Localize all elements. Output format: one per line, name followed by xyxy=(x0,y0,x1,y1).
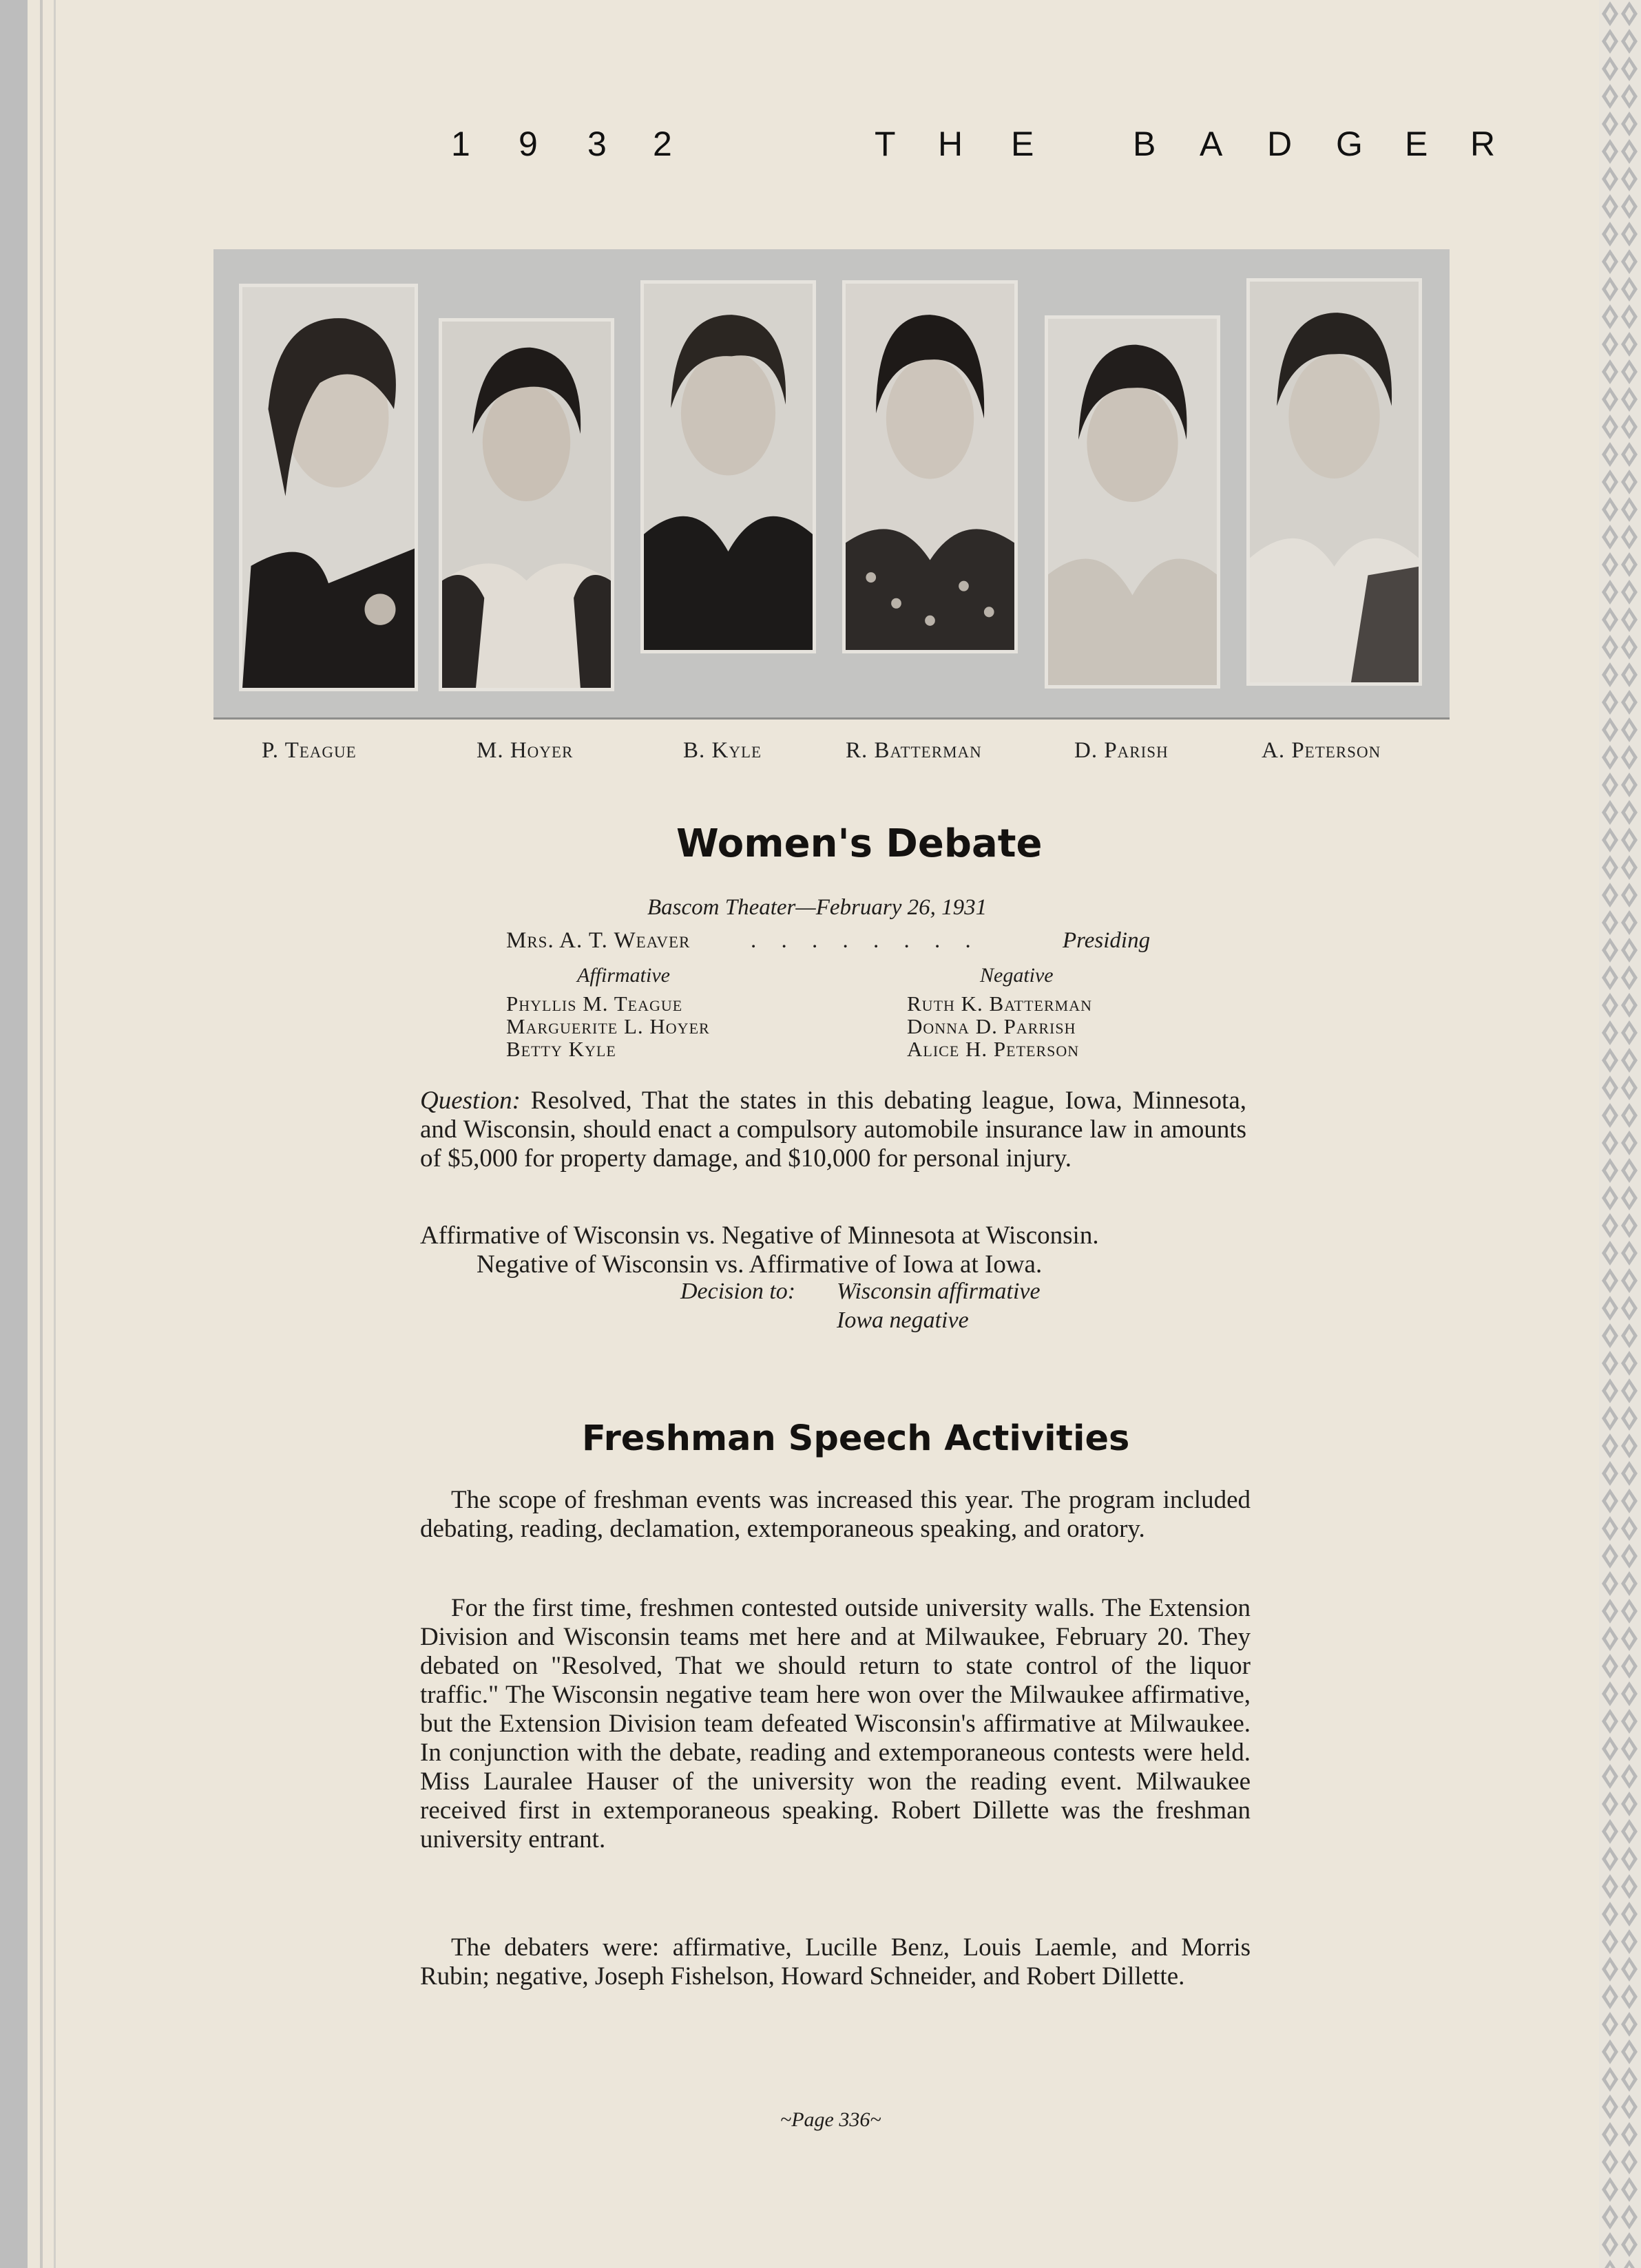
header-title-letter: D xyxy=(1267,125,1293,163)
header-year-digit: 3 xyxy=(587,125,607,163)
portrait-caption: R. Batterman xyxy=(846,738,982,763)
decision-result: Wisconsin affirmative xyxy=(837,1279,1041,1304)
header-year-digit: 9 xyxy=(519,125,538,163)
header-title-letter: R xyxy=(1470,125,1496,163)
question-label: Question: xyxy=(420,1086,521,1115)
header-year-digit: 1 xyxy=(451,125,470,163)
margin-rule xyxy=(54,0,56,2268)
portrait-caption: P. Teague xyxy=(262,738,357,763)
negative-member: Ruth K. Batterman xyxy=(907,991,1092,1016)
negative-member: Donna D. Parrish xyxy=(907,1014,1076,1038)
page-number: ~Page 336~ xyxy=(780,2108,881,2131)
question-text: Resolved, That the states in this debating league, Iowa, Minnesota, and Wisconsin, should enact a compulsory automobile insurance law in amounts of $5,000 for property damage, and $10,000 for personal injury. xyxy=(420,1086,1247,1173)
womens-debate-title: Women's Debate xyxy=(676,821,1043,866)
freshman-paragraph: For the first time, freshmen contested outside university walls. The Extension Division and Wisconsin teams met here and at Milwaukee, February 20. They debated on "Resolved, That we should return to state control of the liquor traffic." The Wisconsin negative team here won over the Milwaukee affirmative, but the Extension Division team defeated Wisconsin's affirmative at Milwaukee. In conjunction with the debate, reading and extemporaneous contests were held. Miss Lauralee Hauser of the university won the reading event. Milwaukee received first in extemporaneous speaking. Robert Dillette was the freshman university entrant. xyxy=(420,1594,1251,1854)
freshman-paragraph: The debaters were: affirmative, Lucille Benz, Louis Laemle, and Morris Rubin; negative, Joseph Fishelson, Howard Schneider, and Robert Dillette. xyxy=(420,1933,1251,1991)
header-title-letter: E xyxy=(1011,125,1034,163)
decision-label: Decision to: xyxy=(680,1279,796,1304)
margin-rule xyxy=(40,0,43,2268)
decision-result: Iowa negative xyxy=(837,1308,969,1333)
header-title-letter: T xyxy=(875,125,896,163)
debate-chair-dots: . . . . . . . . xyxy=(751,928,981,953)
freshman-title: Freshman Speech Activities xyxy=(582,1418,1130,1459)
debate-match: Negative of Wisconsin vs. Affirmative of Iowa at Iowa. xyxy=(477,1250,1043,1279)
header-year-digit: 2 xyxy=(653,125,672,163)
debate-question xyxy=(420,1086,1246,1173)
decorative-border xyxy=(1599,0,1641,2268)
page-header xyxy=(441,124,1529,172)
portrait-photo xyxy=(439,318,614,691)
affirmative-member: Marguerite L. Hoyer xyxy=(506,1014,710,1038)
portrait-caption: D. Parish xyxy=(1074,738,1169,763)
portrait-panel xyxy=(213,249,1450,720)
header-title-letter: E xyxy=(1405,125,1428,163)
freshman-paragraph: The scope of freshman events was increased this year. The program included debating, reading, declamation, extemporaneous speaking, and oratory. xyxy=(420,1486,1251,1543)
debate-match: Affirmative of Wisconsin vs. Negative of Minnesota at Wisconsin. xyxy=(420,1221,1099,1250)
negative-label: Negative xyxy=(980,964,1054,987)
affirmative-member: Betty Kyle xyxy=(506,1037,616,1061)
negative-member: Alice H. Peterson xyxy=(907,1037,1080,1061)
header-title-letter: B xyxy=(1133,125,1156,163)
header-title-letter: H xyxy=(938,125,963,163)
debate-chair: Mrs. A. T. Weaver xyxy=(506,928,691,953)
binding-strip xyxy=(0,0,28,2268)
debate-chair-role: Presiding xyxy=(1063,928,1151,953)
portrait-photo xyxy=(239,284,418,691)
portrait-photo xyxy=(1246,278,1422,686)
portrait-caption: B. Kyle xyxy=(683,738,762,763)
header-title-letter: G xyxy=(1336,125,1363,163)
debate-venue: Bascom Theater—February 26, 1931 xyxy=(647,895,987,920)
portrait-caption: A. Peterson xyxy=(1262,738,1381,763)
portrait-photo xyxy=(1045,315,1220,689)
portrait-caption: M. Hoyer xyxy=(477,738,574,763)
affirmative-label: Affirmative xyxy=(577,964,670,987)
header-title-letter: A xyxy=(1200,125,1223,163)
affirmative-member: Phyllis M. Teague xyxy=(506,991,683,1016)
portrait-photo xyxy=(640,280,816,653)
portrait-photo xyxy=(842,280,1018,653)
